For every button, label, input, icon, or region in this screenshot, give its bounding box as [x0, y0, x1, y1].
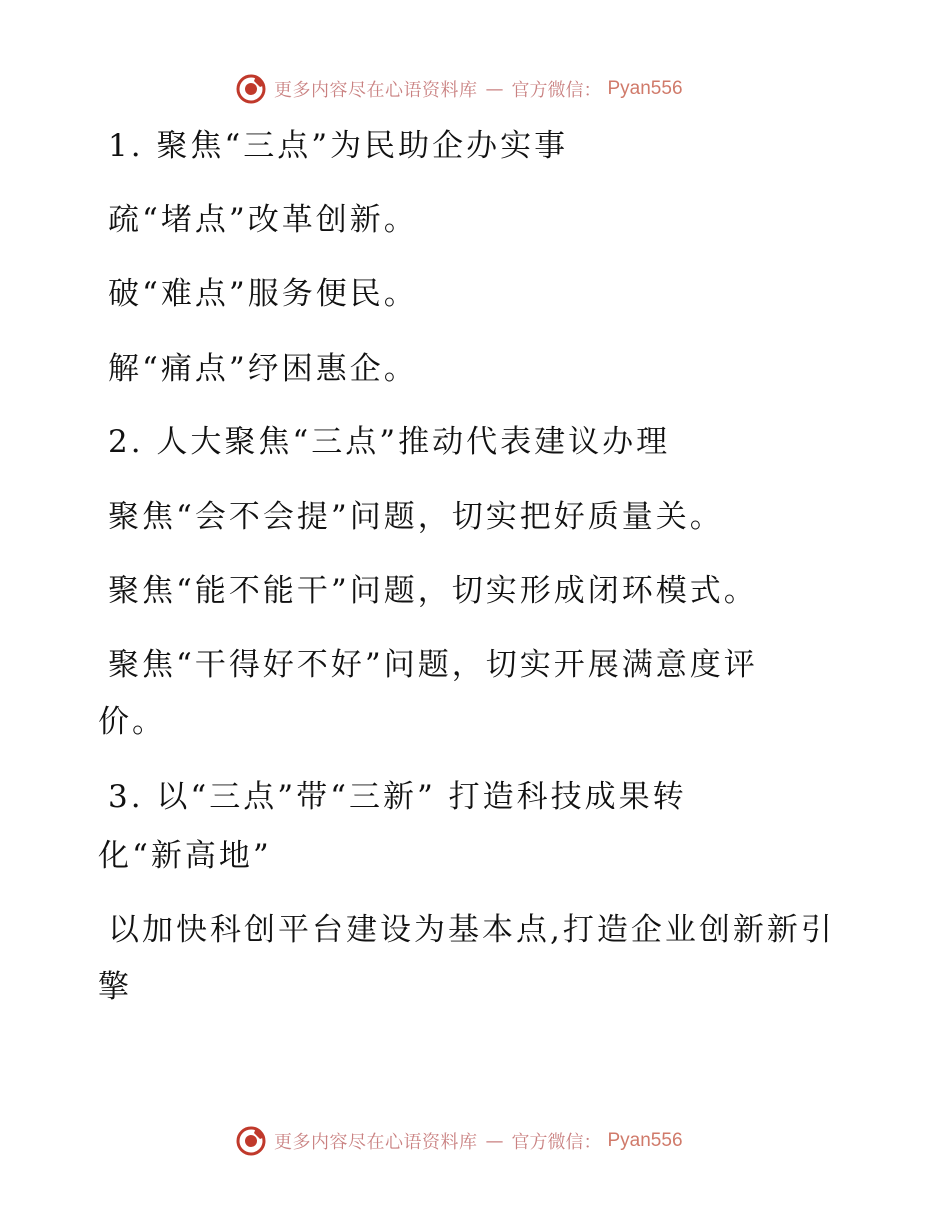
watermark-id: Pyan556 — [607, 78, 683, 99]
paragraph-line: 以加快科创平台建设为基本点,打造企业创新新引 — [108, 912, 835, 948]
heading-3-continued: 化“新高地” — [98, 838, 272, 874]
header-watermark — [234, 72, 683, 106]
watermark-dash: — — [485, 1130, 504, 1152]
watermark-dash: — — [485, 78, 504, 100]
paragraph-line: 聚焦“干得好不好”问题，切实开展满意度评 — [108, 647, 758, 683]
heading-1: 1. 聚焦“三点”为民助企办实事 — [108, 128, 569, 164]
paragraph-line: 聚焦“会不会提”问题，切实把好质量关。 — [108, 499, 724, 535]
paragraph-line: 擎 — [98, 969, 132, 1005]
footer-watermark — [234, 1124, 683, 1158]
watermark-label: 官方微信： — [511, 80, 602, 101]
paragraph-line: 聚焦“能不能干”问题，切实形成闭环模式。 — [108, 573, 758, 609]
heading-3: 3. 以“三点”带“三新” 打造科技成果转 — [108, 779, 687, 815]
paragraph-line: 破“难点”服务便民。 — [108, 276, 418, 312]
logo-icon — [234, 72, 268, 106]
watermark-label: 官方微信： — [511, 1132, 602, 1153]
watermark-text: 更多内容尽在心语资料库 — [274, 1132, 478, 1153]
heading-2: 2. 人大聚焦“三点”推动代表建议办理 — [108, 424, 671, 460]
logo-icon — [234, 1124, 268, 1158]
paragraph-line: 疏“堵点”改革创新。 — [108, 202, 418, 238]
paragraph-line: 价。 — [98, 704, 166, 740]
watermark-id: Pyan556 — [607, 1130, 683, 1151]
watermark-text: 更多内容尽在心语资料库 — [274, 80, 478, 101]
paragraph-line: 解“痛点”纾困惠企。 — [108, 351, 418, 387]
